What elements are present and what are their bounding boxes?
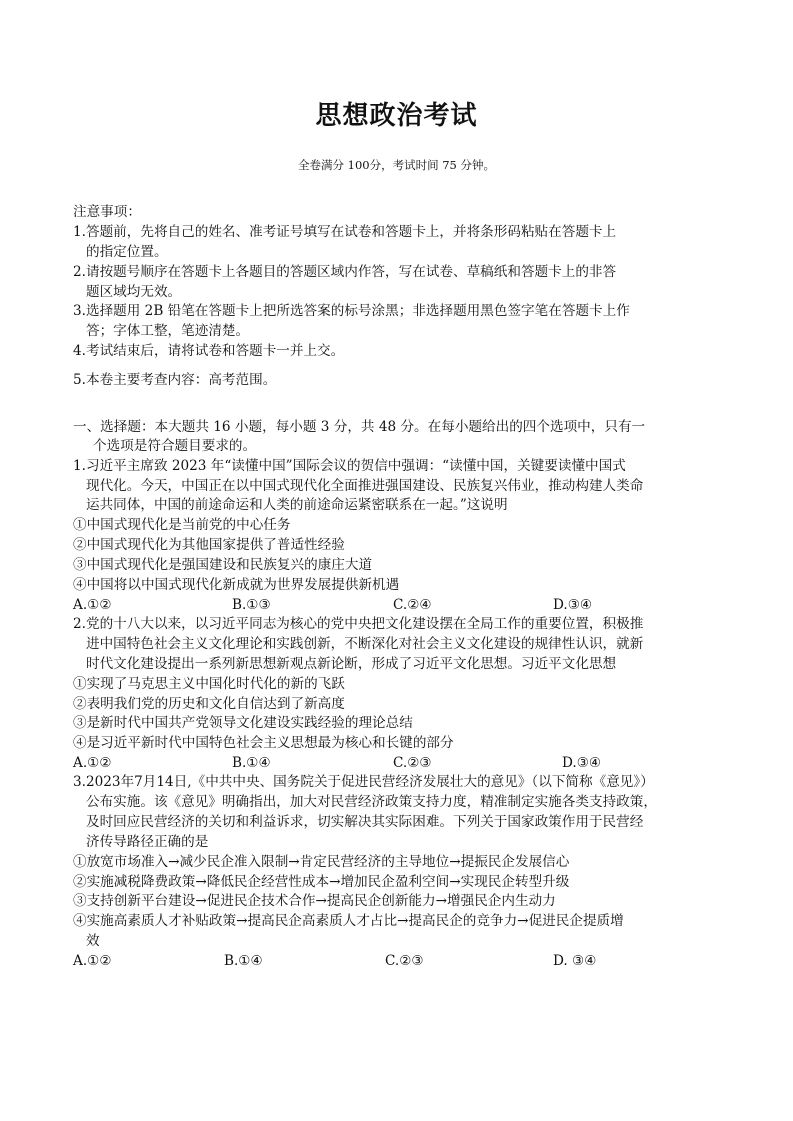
note-1-line-1: 1.答题前，先将自己的姓名、准考证号填写在试卷和答题卡上，并将条形码粘贴在答题卡上	[73, 224, 617, 240]
q1-statement-1: ①中国式现代化是当前党的中心任务	[73, 517, 291, 533]
q1-option-b: B.①③	[232, 597, 271, 613]
q2-statement-1: ①实现了马克思主义中国化时代化的新的飞跃	[73, 676, 345, 692]
q2-option-c: C.②③	[393, 755, 432, 771]
q1-option-a: A.①②	[73, 597, 112, 613]
q3-stem-line-4: 济传导路径正确的是	[86, 834, 209, 850]
q2-statement-4: ④是习近平新时代中国特色社会主义思想最为核心和长键的部分	[73, 735, 454, 751]
q2-stem-line-1: 2.党的十八大以来，以习近平同志为核心的党中央把文化建设摆在全局工作的重要位置，积极推	[73, 616, 644, 632]
q1-statement-2: ②中国式现代化为其他国家提供了普适性经验	[73, 537, 345, 553]
q3-option-a: A.①②	[73, 953, 112, 969]
exam-info: 全卷满分 100分，考试时间 75 分钟。	[297, 158, 496, 172]
q2-stem-line-3: 时代文化建设提出一系列新思想新观点新论断，形成了习近平文化思想。习近平文化思想	[86, 656, 617, 672]
q2-statement-3: ③是新时代中国共产党领导文化建设实践经验的理论总结	[73, 715, 413, 731]
note-2-line-1: 2.请按题号顺序在答题卡上各题目的答题区域内作答，写在试卷、草稿纸和答题卡上的非答	[73, 264, 617, 280]
q2-option-b: B.①④	[232, 755, 271, 771]
q1-stem-line-1: 1.习近平主席致 2023 年“读懂中国”国际会议的贺信中强调：“读懂中国，关键要读懂中国式	[73, 458, 626, 474]
q2-option-a: A.①②	[73, 755, 112, 771]
q3-stem-line-3: 及时回应民营经济的关切和利益诉求，切实解决其实际困难。下列关于国家政策作用于民营经	[86, 814, 644, 830]
q1-option-d: D.③④	[553, 597, 593, 613]
section-instruction-line-1: 一、选择题：本大题共 16 小题，每小题 3 分，共 48 分。在每小题给出的四个选项中，只有一	[73, 419, 646, 435]
q3-option-b: B.①④	[224, 953, 263, 969]
q3-statement-1: ①放宽市场准入→减少民企准入限制→肯定民营经济的主导地位→提振民企发展信心	[73, 854, 570, 870]
q1-option-c: C.②④	[393, 597, 432, 613]
q3-option-d: D. ③④	[553, 953, 597, 969]
page-title: 思想政治考试	[315, 101, 478, 131]
note-4: 4.考试结束后，请将试卷和答题卡一并上交。	[73, 343, 345, 359]
q3-statement-3: ③支持创新平台建设→促进民企技术合作→提高民企创新能力→增强民企内生动力	[73, 893, 556, 909]
section-instruction-line-2: 个选项是符合题目要求的。	[93, 438, 257, 454]
note-2-line-2: 题区域均无效。	[86, 284, 182, 300]
q1-stem-line-3: 运共同体，中国的前途命运和人类的前途命运紧密联系在一起。”这说明	[86, 497, 508, 513]
note-3-line-2: 答；字体工整，笔迹清楚。	[86, 323, 250, 339]
q3-statement-4-line-1: ④实施高素质人才补贴政策→提高民企高素质人才占比→提高民企的竞争力→促进民企提质增	[73, 913, 624, 929]
q3-option-c: C.②③	[385, 953, 424, 969]
q3-stem-line-2: 公布实施。该《意见》明确指出，加大对民营经济政策支持力度，精准制定实施各类支持政策，	[86, 794, 657, 810]
q3-stem-line-1: 3.2023年7月14日,《中共中央、国务院关于促进民营经济发展壮大的意见》（以下简称《意见》）	[73, 774, 654, 790]
q2-option-d: D.③④	[562, 755, 602, 771]
q1-statement-4: ④中国将以中国式现代化新成就为世界发展提供新机遇	[73, 577, 400, 593]
q2-statement-2: ②表明我们党的历史和文化自信达到了新高度	[73, 696, 345, 712]
q3-statement-2: ②实施减税降费政策→降低民企经营性成本→增加民企盈利空间→实现民企转型升级	[73, 874, 570, 890]
notes-heading: 注意事项：	[73, 204, 141, 220]
q3-statement-4-line-2: 效	[86, 933, 100, 949]
q1-stem-line-2: 现代化。今天，中国正在以中国式现代化全面推进强国建设、民族复兴伟业，推动构建人类命	[86, 478, 644, 494]
q1-statement-3: ③中国式现代化是强国建设和民族复兴的康庄大道	[73, 557, 373, 573]
note-5: 5.本卷主要考查内容：高考范围。	[73, 372, 277, 388]
note-1-line-2: 的指定位置。	[86, 244, 168, 260]
note-3-line-1: 3.选择题用 2B 铅笔在答题卡上把所选答案的标号涂黑；非选择题用黑色签字笔在答题卡上作	[73, 303, 630, 319]
q2-stem-line-2: 进中国特色社会主义文化理论和实践创新，不断深化对社会主义文化建设的规律性认识，就新	[86, 636, 644, 652]
